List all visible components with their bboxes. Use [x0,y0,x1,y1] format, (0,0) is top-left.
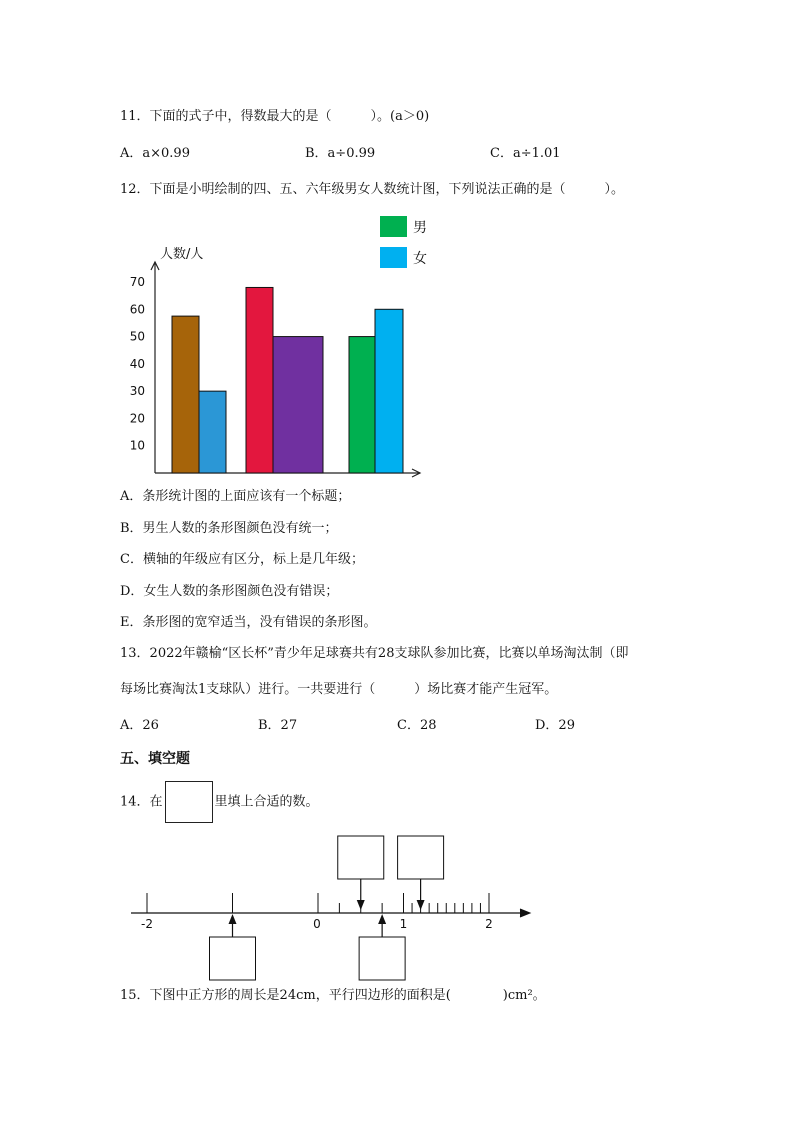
bar-g3-1 [349,337,375,473]
legend-swatch-2 [380,247,407,268]
q12-option-c[interactable]: C．横轴的年级应有区分，标上是几年级； [120,552,364,567]
y-tick-label: 60 [129,302,145,317]
q12-stem: 12．下面是小明绘制的四、五、六年级男女人数统计图，下列说法正确的是（ ）。 [120,182,625,197]
q13-option-d[interactable]: D．29 [535,718,575,733]
tick-label: 1 [399,917,408,931]
legend-label-2: 女 [413,251,427,267]
q14-sample-box [165,781,213,823]
bar-g3-2 [375,309,403,473]
q12-option-a[interactable]: A．条形统计图的上面应该有一个标题； [120,489,351,504]
y-axis-label: 人数/人 [160,247,204,262]
q13-option-c[interactable]: C．28 [397,718,437,733]
bar-g1-2 [199,391,226,473]
q14-prefix: 14．在 [120,794,163,810]
y-tick-label: 20 [129,411,145,426]
q13-option-a[interactable]: A．26 [120,718,159,733]
legend-label-1: 男 [413,220,427,236]
q11-option-b[interactable]: B．a÷0.99 [305,146,376,161]
q15-stem: 15．下图中正方形的周长是24cm，平行四边形的面积是( )cm²。 [120,988,546,1003]
y-tick-label: 70 [129,275,145,289]
tick-label: 2 [485,917,493,931]
bar-g2-1 [246,287,273,473]
q14-stem [120,781,319,824]
q11-option-c[interactable]: C．a÷1.01 [490,146,561,161]
q12-option-b[interactable]: B．男生人数的条形图颜色没有统一； [120,521,338,536]
q12-option-e[interactable]: E．条形图的宽窄适当，没有错误的条形图。 [120,615,377,630]
y-tick-label: 30 [129,384,145,399]
section-title: 五、填空题 [120,751,190,767]
q13-stem-line2: 每场比赛淘汰1支球队）进行。一共要进行（ ）场比赛才能产生冠军。 [120,682,558,697]
q14-suffix: 里填上合适的数。 [214,794,319,810]
legend-swatch-1 [380,216,407,237]
q13-stem-line1: 13．2022年赣榆“区长杯”青少年足球赛共有28支球队参加比赛，比赛以单场淘汰制（即 [120,646,629,661]
q13-option-b[interactable]: B．27 [258,718,298,733]
q11-stem: 11．下面的式子中，得数最大的是（ ）。(a＞0) [120,109,430,124]
tick-label: -2 [141,917,153,931]
y-tick-label: 50 [129,329,145,344]
bar-g2-2 [273,337,323,473]
y-tick-label: 10 [129,438,145,453]
bar-g1-1 [172,316,199,473]
tick-label: 0 [313,917,321,931]
q11-option-a[interactable]: A．a×0.99 [120,146,190,161]
y-tick-label: 40 [129,356,145,371]
q12-option-d[interactable]: D．女生人数的条形图颜色没有错误； [120,584,339,599]
